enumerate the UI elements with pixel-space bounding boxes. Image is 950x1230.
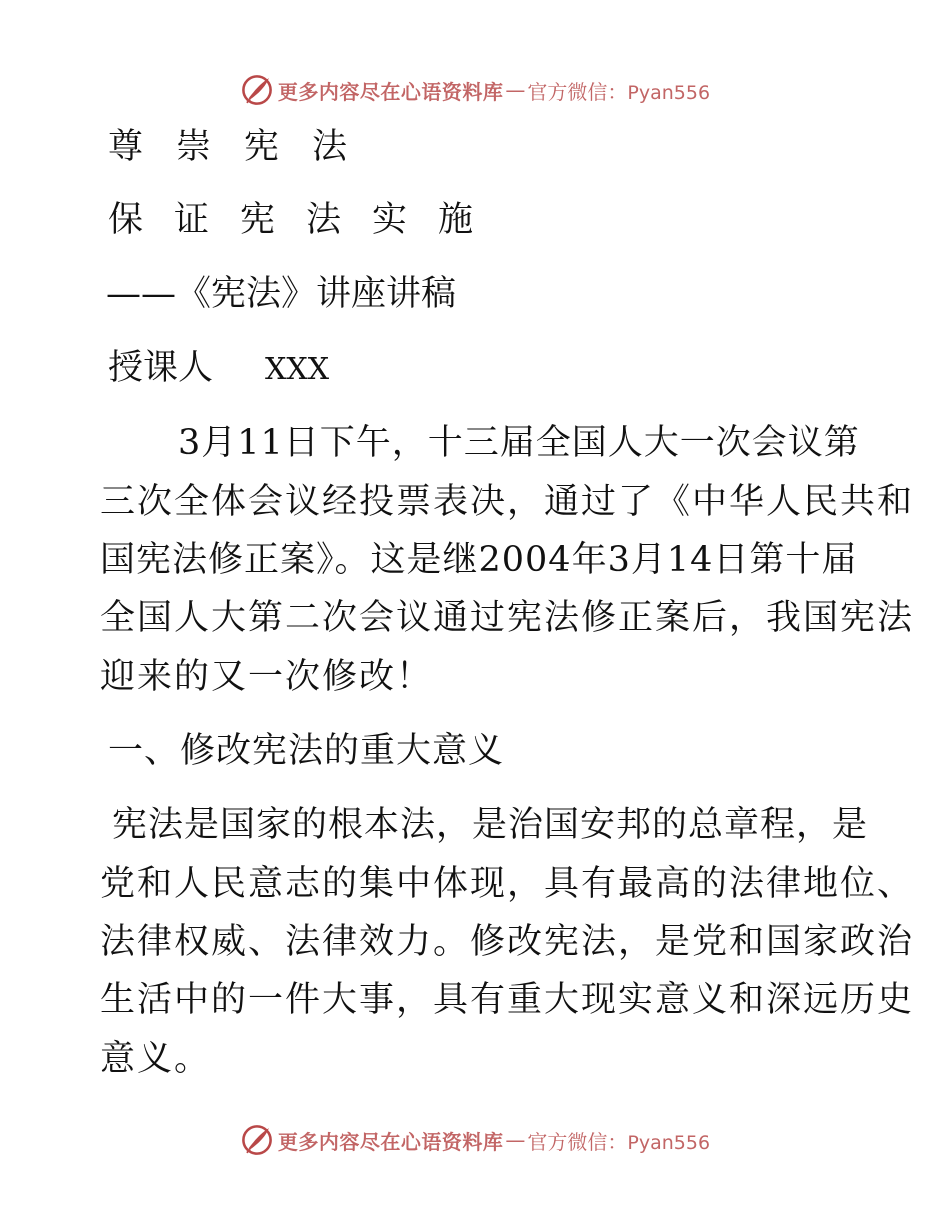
section-1-line-2: 党和人民意志的集中体现，具有最高的法律地位、 [100, 864, 915, 904]
paragraph-1-line-2 [100, 482, 915, 522]
paragraph-1-line-1: 3月11日下午，十三届全国人大一次会议第 [178, 423, 860, 463]
section-1-line-5: 意义。 [100, 1039, 212, 1079]
footer-watermark [0, 1120, 950, 1160]
title-line-2: 保证宪法实施 [108, 200, 505, 240]
paragraph-1-line-5: 迎来的又一次修改！ [100, 657, 434, 697]
watermark-contact [527, 76, 710, 105]
header-watermark [0, 70, 950, 110]
watermark-id: Pyan556 [627, 81, 711, 104]
watermark-label: 官方微信： [527, 1129, 628, 1154]
watermark-id: Pyan556 [627, 1131, 711, 1154]
lecturer-name: XXX [265, 352, 330, 387]
paragraph-1-line-2-text: 三次全体会议经投票表决，通过了《中华人民共和 [100, 482, 915, 522]
quill-pen-logo-icon [240, 73, 274, 107]
paragraph-1-line-3: 国宪法修正案》。这是继2004年3月14日第十届 [100, 540, 858, 580]
watermark-brand: 更多内容尽在心语资料库 [277, 1129, 504, 1154]
title-line-1: 尊崇宪法 [108, 127, 381, 167]
section-1-line-1: 宪法是国家的根本法，是治国安邦的总章程，是 [112, 805, 869, 845]
paragraph-1-line-4: 全国人大第二次会议通过宪法修正案后，我国宪法 [100, 598, 915, 638]
watermark-contact [527, 1126, 710, 1155]
section-1-heading: 一、修改宪法的重大意义 [108, 731, 505, 771]
section-1-line-3: 法律权威、法律效力。修改宪法，是党和国家政治 [100, 922, 915, 962]
quill-pen-logo-icon [240, 1123, 274, 1157]
watermark-separator: — [505, 1128, 526, 1152]
section-1-line-4: 生活中的一件大事，具有重大现实意义和深远历史 [100, 980, 915, 1020]
watermark-separator: — [505, 78, 526, 102]
title-line-3: ——《宪法》讲座讲稿 [106, 274, 457, 314]
watermark-label: 官方微信： [527, 79, 628, 104]
lecturer-label: 授课人 [108, 348, 214, 388]
watermark-brand: 更多内容尽在心语资料库 [277, 79, 504, 104]
lecturer-line [108, 348, 329, 388]
